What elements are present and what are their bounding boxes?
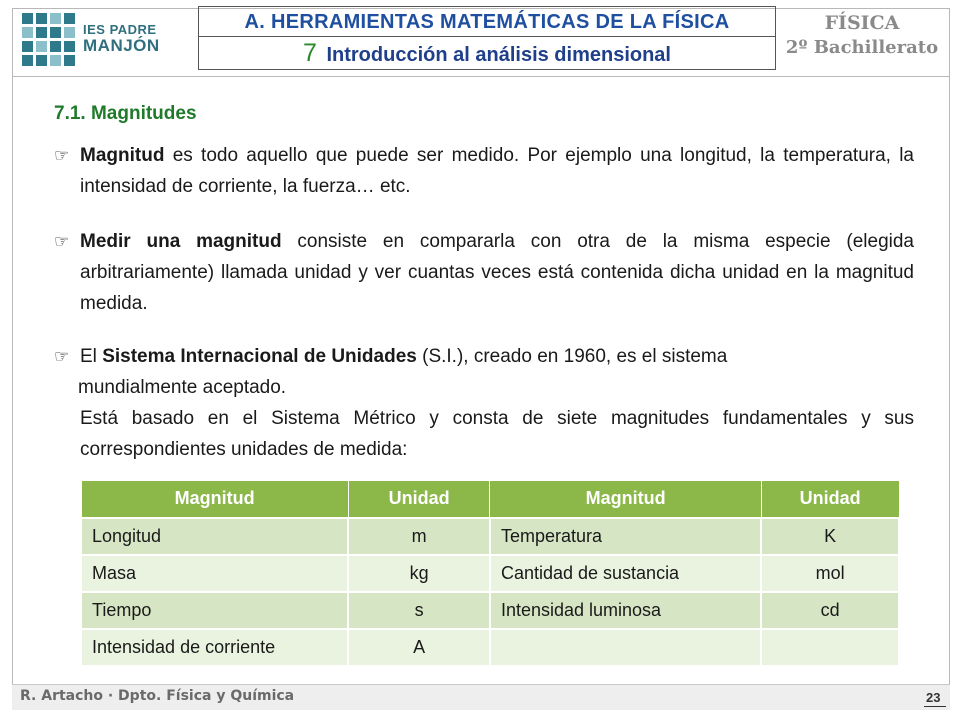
logo-line1: IES PADRE <box>83 22 157 38</box>
header-unidad-2: Unidad <box>761 481 899 518</box>
pointing-hand-icon: ☞ <box>54 146 70 165</box>
page-number-underline <box>924 706 946 707</box>
bullet-text <box>54 341 914 372</box>
logo-text <box>83 23 160 54</box>
page-number: 23 <box>926 690 941 705</box>
subject-name: FÍSICA <box>824 12 900 34</box>
header-magnitud-2: Magnitud <box>490 481 761 518</box>
bullet-bold: Sistema Internacional de Unidades <box>102 346 417 367</box>
bullet-rest: consiste en compararla con otra de la misma especie (elegida arbitrariamente) llamada unidad y ver cuantas veces está contenida dicha unidad en la magnitud medida. <box>80 231 915 314</box>
bullet-paragraph: Está basado en el Sistema Métrico y consta de siete magnitudes fundamentales y sus correspondientes unidades de medida: <box>80 408 914 460</box>
table-row <box>81 592 899 629</box>
bullet-magnitud <box>54 140 914 202</box>
unit-title: A. HERRAMIENTAS MATEMÁTICAS DE LA FÍSICA <box>199 7 775 37</box>
pointing-hand-icon: ☞ <box>54 232 70 251</box>
bullet-rest: es todo aquello que puede ser medido. Por ejemplo una longitud, la temperatura, la intensidad de corriente, la fuerza… etc. <box>80 145 914 197</box>
table-cell: s <box>348 592 490 629</box>
subject-box <box>782 10 942 68</box>
bullet-rest: (S.I.), creado en 1960, es el sistema <box>416 346 728 367</box>
table-cell: Intensidad de corriente <box>81 629 348 666</box>
table-cell: Longitud <box>81 518 348 555</box>
table-row <box>81 629 899 666</box>
bullet-text-line2: mundialmente aceptado. <box>78 377 287 398</box>
bullet-si <box>54 341 914 465</box>
table-row <box>81 518 899 555</box>
table-cell: Cantidad de sustancia <box>490 555 761 592</box>
logo-line2: MANJÓN <box>83 35 160 55</box>
table-cell: kg <box>348 555 490 592</box>
bullet-bold: Medir una magnitud <box>80 231 282 252</box>
table-cell: Temperatura <box>490 518 761 555</box>
table-cell: Intensidad luminosa <box>490 592 761 629</box>
topic-text: Introducción al análisis dimensional <box>326 44 671 66</box>
table-cell: cd <box>761 592 899 629</box>
bullet-pre: El <box>80 346 103 367</box>
course-name: 2º Bachillerato <box>785 37 939 58</box>
logo-grid-icon <box>22 13 75 66</box>
table-cell: mol <box>761 555 899 592</box>
table-cell <box>490 629 761 666</box>
footer-author: R. Artacho · Dpto. Física y Química <box>20 688 295 704</box>
table-cell: m <box>348 518 490 555</box>
table-cell: K <box>761 518 899 555</box>
table-cell <box>761 629 899 666</box>
bullet-bold: Magnitud <box>80 145 165 166</box>
table-cell: Tiempo <box>81 592 348 629</box>
pointing-hand-icon: ☞ <box>54 347 70 366</box>
topic-number: 7 <box>303 39 317 67</box>
table-cell: Masa <box>81 555 348 592</box>
header-divider <box>12 76 950 77</box>
table-row <box>81 555 899 592</box>
si-units-table <box>80 480 900 667</box>
title-box <box>198 6 776 70</box>
school-logo <box>22 10 192 68</box>
bullet-text <box>54 140 914 202</box>
header-unidad-1: Unidad <box>348 481 490 518</box>
table-cell: A <box>348 629 490 666</box>
bullet-text <box>54 226 914 319</box>
bullet-medir <box>54 226 914 319</box>
section-title: 7.1. Magnitudes <box>54 103 197 124</box>
header-magnitud-1: Magnitud <box>81 481 348 518</box>
table-header-row <box>81 481 899 518</box>
topic-title <box>199 37 775 70</box>
